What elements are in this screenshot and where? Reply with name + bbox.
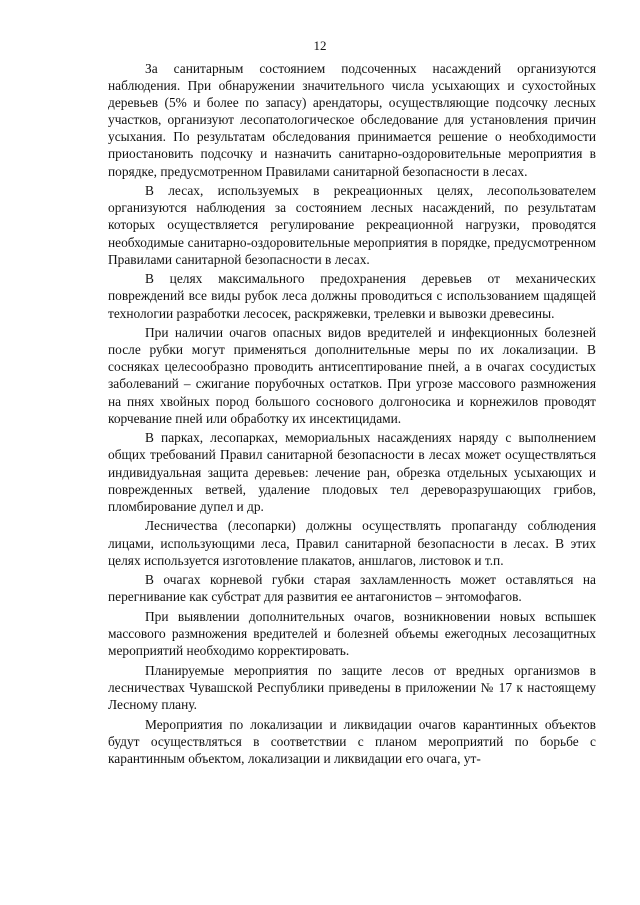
paragraph: Планируемые мероприятия по защите лесов от вредных организмов в лесничествах Чувашской Республики приведены в приложении № 17 к настоящему Лесному плану. [108, 662, 596, 713]
paragraph: В очагах корневой губки старая захламленность может оставляться на перегнивание как субстрат для развития ее антагонистов – энтомофагов. [108, 572, 596, 605]
paragraph: В парках, лесопарках, мемориальных насаждениях наряду с выполнением общих требований Правил санитарной безопасности в лесах может осуществляться индивидуальная защита деревьев: лечение ран, обрезка отдельных усыхающих и поврежденных ветвей, удаление плодовых тел дереворазрушающих грибов, пломбирование дупел и др. [108, 430, 596, 514]
paragraph: В целях максимального предохранения деревьев от механических повреждений все виды рубок леса должны проводиться с использованием щадящей технологии разработки лесосек, раскряжевки, трелевки и вывозки древесины. [108, 271, 596, 321]
document-body [108, 60, 596, 770]
paragraph: Лесничества (лесопарки) должны осуществлять пропаганду соблюдения лицами, использующими леса, Правил санитарной безопасности в лесах. В этих целях используется изготовление плакатов, аншлагов, листовок и т.п. [108, 518, 596, 568]
page-number: 12 [313, 38, 327, 53]
paragraph: За санитарным состоянием подсоченных насаждений организуются наблюдения. При обнаружении значительного числа усыхающих и сухостойных деревьев (5% и более по запасу) арендаторы, осуществляющие подсочку лесных участков, организуют лесопатологическое обследование для установления причин усыхания. По результатам обследования принимается решение о необходимости приостановить подсочку и назначить санитарно-оздоровительные мероприятия в порядке, предусмотренном Правилами санитарной безопасности в лесах. [108, 61, 596, 179]
paragraph: При наличии очагов опасных видов вредителей и инфекционных болезней после рубки могут применяться дополнительные меры по их локализации. В сосняках целесообразно проводить антисептирование пней, а в очагах сосудистых заболеваний – сжигание порубочных остатков. При угрозе массового размножения на пнях хвойных пород большого соснового долгоносика и корнежилов проводят корчевание пней или обработку их инсектицидами. [108, 325, 596, 426]
paragraph: При выявлении дополнительных очагов, возникновении новых вспышек массового размножения вредителей и болезней объемы ежегодных лесозащитных мероприятий необходимо корректировать. [108, 609, 596, 659]
paragraph: В лесах, используемых в рекреационных целях, лесопользователем организуются наблюдения за состоянием лесных насаждений, по результатам которых осуществляется регулирование рекреационной нагрузки, проводятся необходимые санитарно-оздоровительные мероприятия в порядке, предусмотренном Правилами санитарной безопасности в лесах. [108, 183, 596, 267]
paragraph: Мероприятия по локализации и ликвидации очагов карантинных объектов будут осуществляться в соответствии с планом мероприятий по борьбе с карантинным объектом, локализации и ликвидации его очага, ут- [108, 716, 596, 766]
